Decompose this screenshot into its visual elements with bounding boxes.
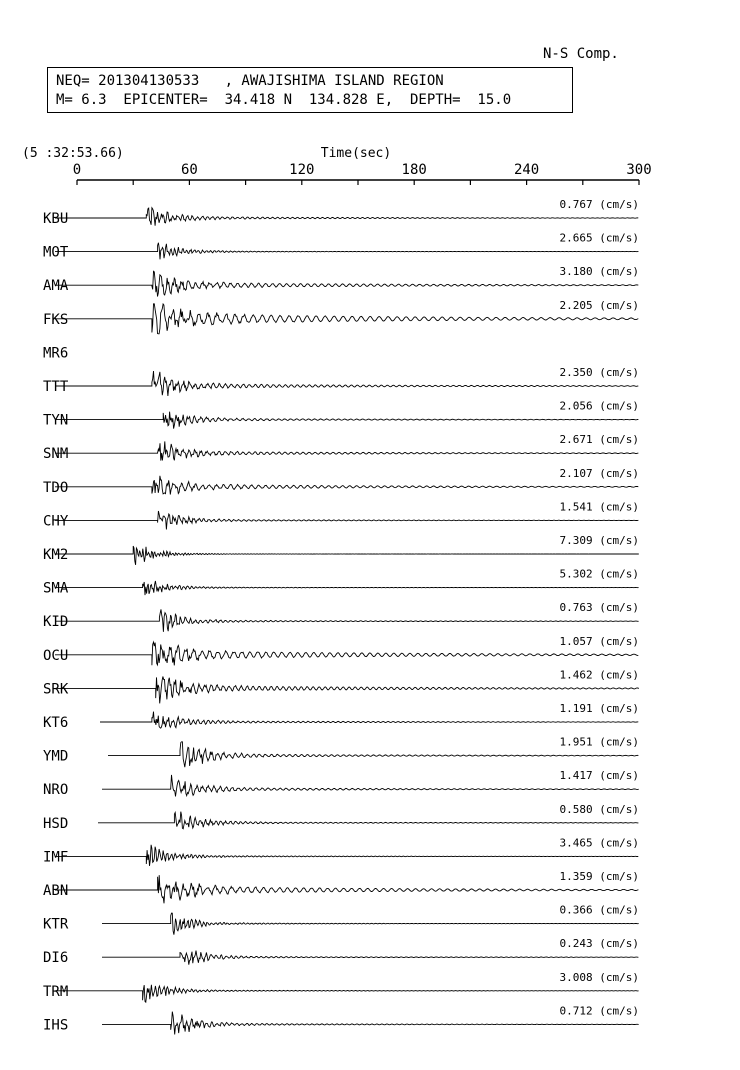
waveform-line (55, 243, 638, 260)
trace-tdo (43, 467, 639, 496)
station-label: MR6 (43, 345, 69, 362)
station-label: HSD (43, 815, 69, 832)
amplitude-label: 1.462 (cm/s) (559, 668, 639, 682)
amplitude-label: 2.671 (cm/s) (559, 433, 639, 447)
event-line-1: NEQ= 201304130533 , AWAJISHIMA ISLAND REGION (56, 73, 444, 89)
amplitude-label: 0.767 (cm/s) (559, 198, 639, 211)
trace-km2 (43, 534, 639, 565)
station-label: IHS (43, 1017, 69, 1034)
trace-ttt (43, 366, 639, 396)
waveform-line (55, 677, 639, 704)
station-label: TRM (43, 983, 69, 1000)
amplitude-label: 0.580 (cm/s) (559, 802, 639, 816)
station-label: KID (43, 614, 69, 631)
station-label: MOT (43, 244, 69, 261)
amplitude-label: 5.302 (cm/s) (559, 567, 639, 581)
trace-imf (43, 836, 639, 866)
trace-group (43, 198, 639, 1035)
waveform-line (55, 208, 638, 226)
trace-trm (43, 971, 639, 1002)
amplitude-label: 7.309 (cm/s) (559, 534, 639, 547)
amplitude-label: 1.417 (cm/s) (559, 769, 639, 783)
station-label: ABN (43, 883, 69, 899)
time-axis (73, 162, 652, 185)
station-label: NRO (43, 782, 69, 799)
waveform-line (98, 812, 638, 829)
amplitude-label: 0.763 (cm/s) (559, 601, 639, 615)
amplitude-label: 2.056 (cm/s) (559, 399, 639, 413)
x-tick-label: 180 (401, 162, 427, 178)
waveform-line (55, 609, 639, 631)
station-label: KBU (43, 211, 69, 227)
station-label: CHY (43, 513, 69, 530)
trace-ama (43, 265, 639, 296)
waveform-line (55, 581, 639, 595)
station-label: KT6 (43, 715, 69, 731)
waveform-line (55, 875, 638, 903)
station-label: OCU (43, 647, 69, 664)
waveform-line (55, 304, 638, 334)
amplitude-label: 0.243 (cm/s) (559, 937, 639, 951)
waveform-line (102, 775, 639, 797)
trace-abn (43, 870, 639, 903)
trace-snm (43, 433, 639, 462)
waveform-line (55, 845, 638, 866)
trace-ktr (43, 904, 639, 935)
waveform-line (55, 412, 638, 429)
x-axis-title: Time(sec) (320, 146, 392, 161)
amplitude-label: 3.008 (cm/s) (559, 970, 639, 984)
trace-kid (43, 601, 639, 632)
trace-ocu (43, 635, 639, 666)
trace-mr6 (43, 345, 68, 361)
station-label: FKS (43, 311, 69, 328)
amplitude-label: 2.205 (cm/s) (559, 298, 639, 312)
trace-nro (43, 769, 639, 798)
amplitude-label: 3.180 (cm/s) (559, 265, 639, 279)
waveform-line (55, 546, 639, 565)
waveform-line (55, 642, 638, 665)
trace-ymd (43, 736, 639, 768)
waveform-line (55, 511, 638, 530)
amplitude-label: 1.541 (cm/s) (559, 500, 639, 514)
station-label: IMF (43, 849, 69, 866)
station-label: TDO (43, 479, 69, 496)
x-tick-label: 120 (289, 162, 315, 178)
station-label: YMD (43, 748, 69, 765)
trace-ihs (43, 1004, 639, 1034)
station-label: SRK (43, 681, 69, 698)
amplitude-label: 0.712 (cm/s) (559, 1004, 639, 1018)
trace-tyn (43, 400, 639, 429)
event-line-2: M= 6.3 EPICENTER= 34.418 N 134.828 E, DEPTH= 15.0 (56, 92, 512, 108)
trace-fks (43, 299, 639, 334)
station-label: DI6 (43, 950, 69, 967)
component-label: N-S Comp. (543, 46, 619, 62)
waveform-line (100, 712, 638, 729)
amplitude-label: 2.350 (cm/s) (559, 366, 639, 379)
waveform-line (102, 913, 639, 935)
waveform-line (55, 271, 638, 296)
amplitude-label: 0.366 (cm/s) (559, 903, 639, 917)
waveform-line (55, 476, 638, 495)
station-label: KM2 (43, 547, 69, 563)
amplitude-label: 1.057 (cm/s) (559, 634, 639, 648)
waveform-line (102, 951, 638, 965)
amplitude-label: 1.191 (cm/s) (559, 702, 639, 715)
x-tick-label: 300 (626, 162, 652, 178)
amplitude-label: 2.107 (cm/s) (559, 466, 639, 480)
trace-sma (43, 568, 639, 597)
station-label: TYN (43, 412, 69, 429)
waveform-line (55, 985, 639, 1002)
amplitude-label: 3.465 (cm/s) (559, 836, 639, 850)
station-label: SNM (43, 446, 69, 463)
amplitude-label: 1.951 (cm/s) (559, 735, 639, 749)
trace-di6 (43, 937, 639, 966)
waveform-line (55, 371, 638, 396)
trace-chy (43, 500, 639, 529)
amplitude-label: 1.359 (cm/s) (559, 870, 639, 883)
trace-srk (43, 668, 639, 703)
station-label: SMA (43, 580, 69, 597)
amplitude-label: 2.665 (cm/s) (559, 231, 639, 245)
x-tick-label: 0 (72, 162, 82, 178)
station-label: AMA (43, 278, 69, 295)
waveform-line (102, 1012, 639, 1035)
x-tick-label: 60 (180, 162, 198, 178)
start-time-label: (5 :32:53.66) (22, 146, 124, 161)
station-label: TTT (43, 379, 69, 395)
trace-mot (43, 232, 639, 261)
x-tick-label: 240 (513, 162, 540, 178)
trace-kt6 (43, 702, 639, 731)
station-label: KTR (43, 916, 69, 933)
waveform-line (55, 441, 638, 460)
trace-kbu (43, 198, 639, 227)
trace-hsd (43, 803, 639, 832)
